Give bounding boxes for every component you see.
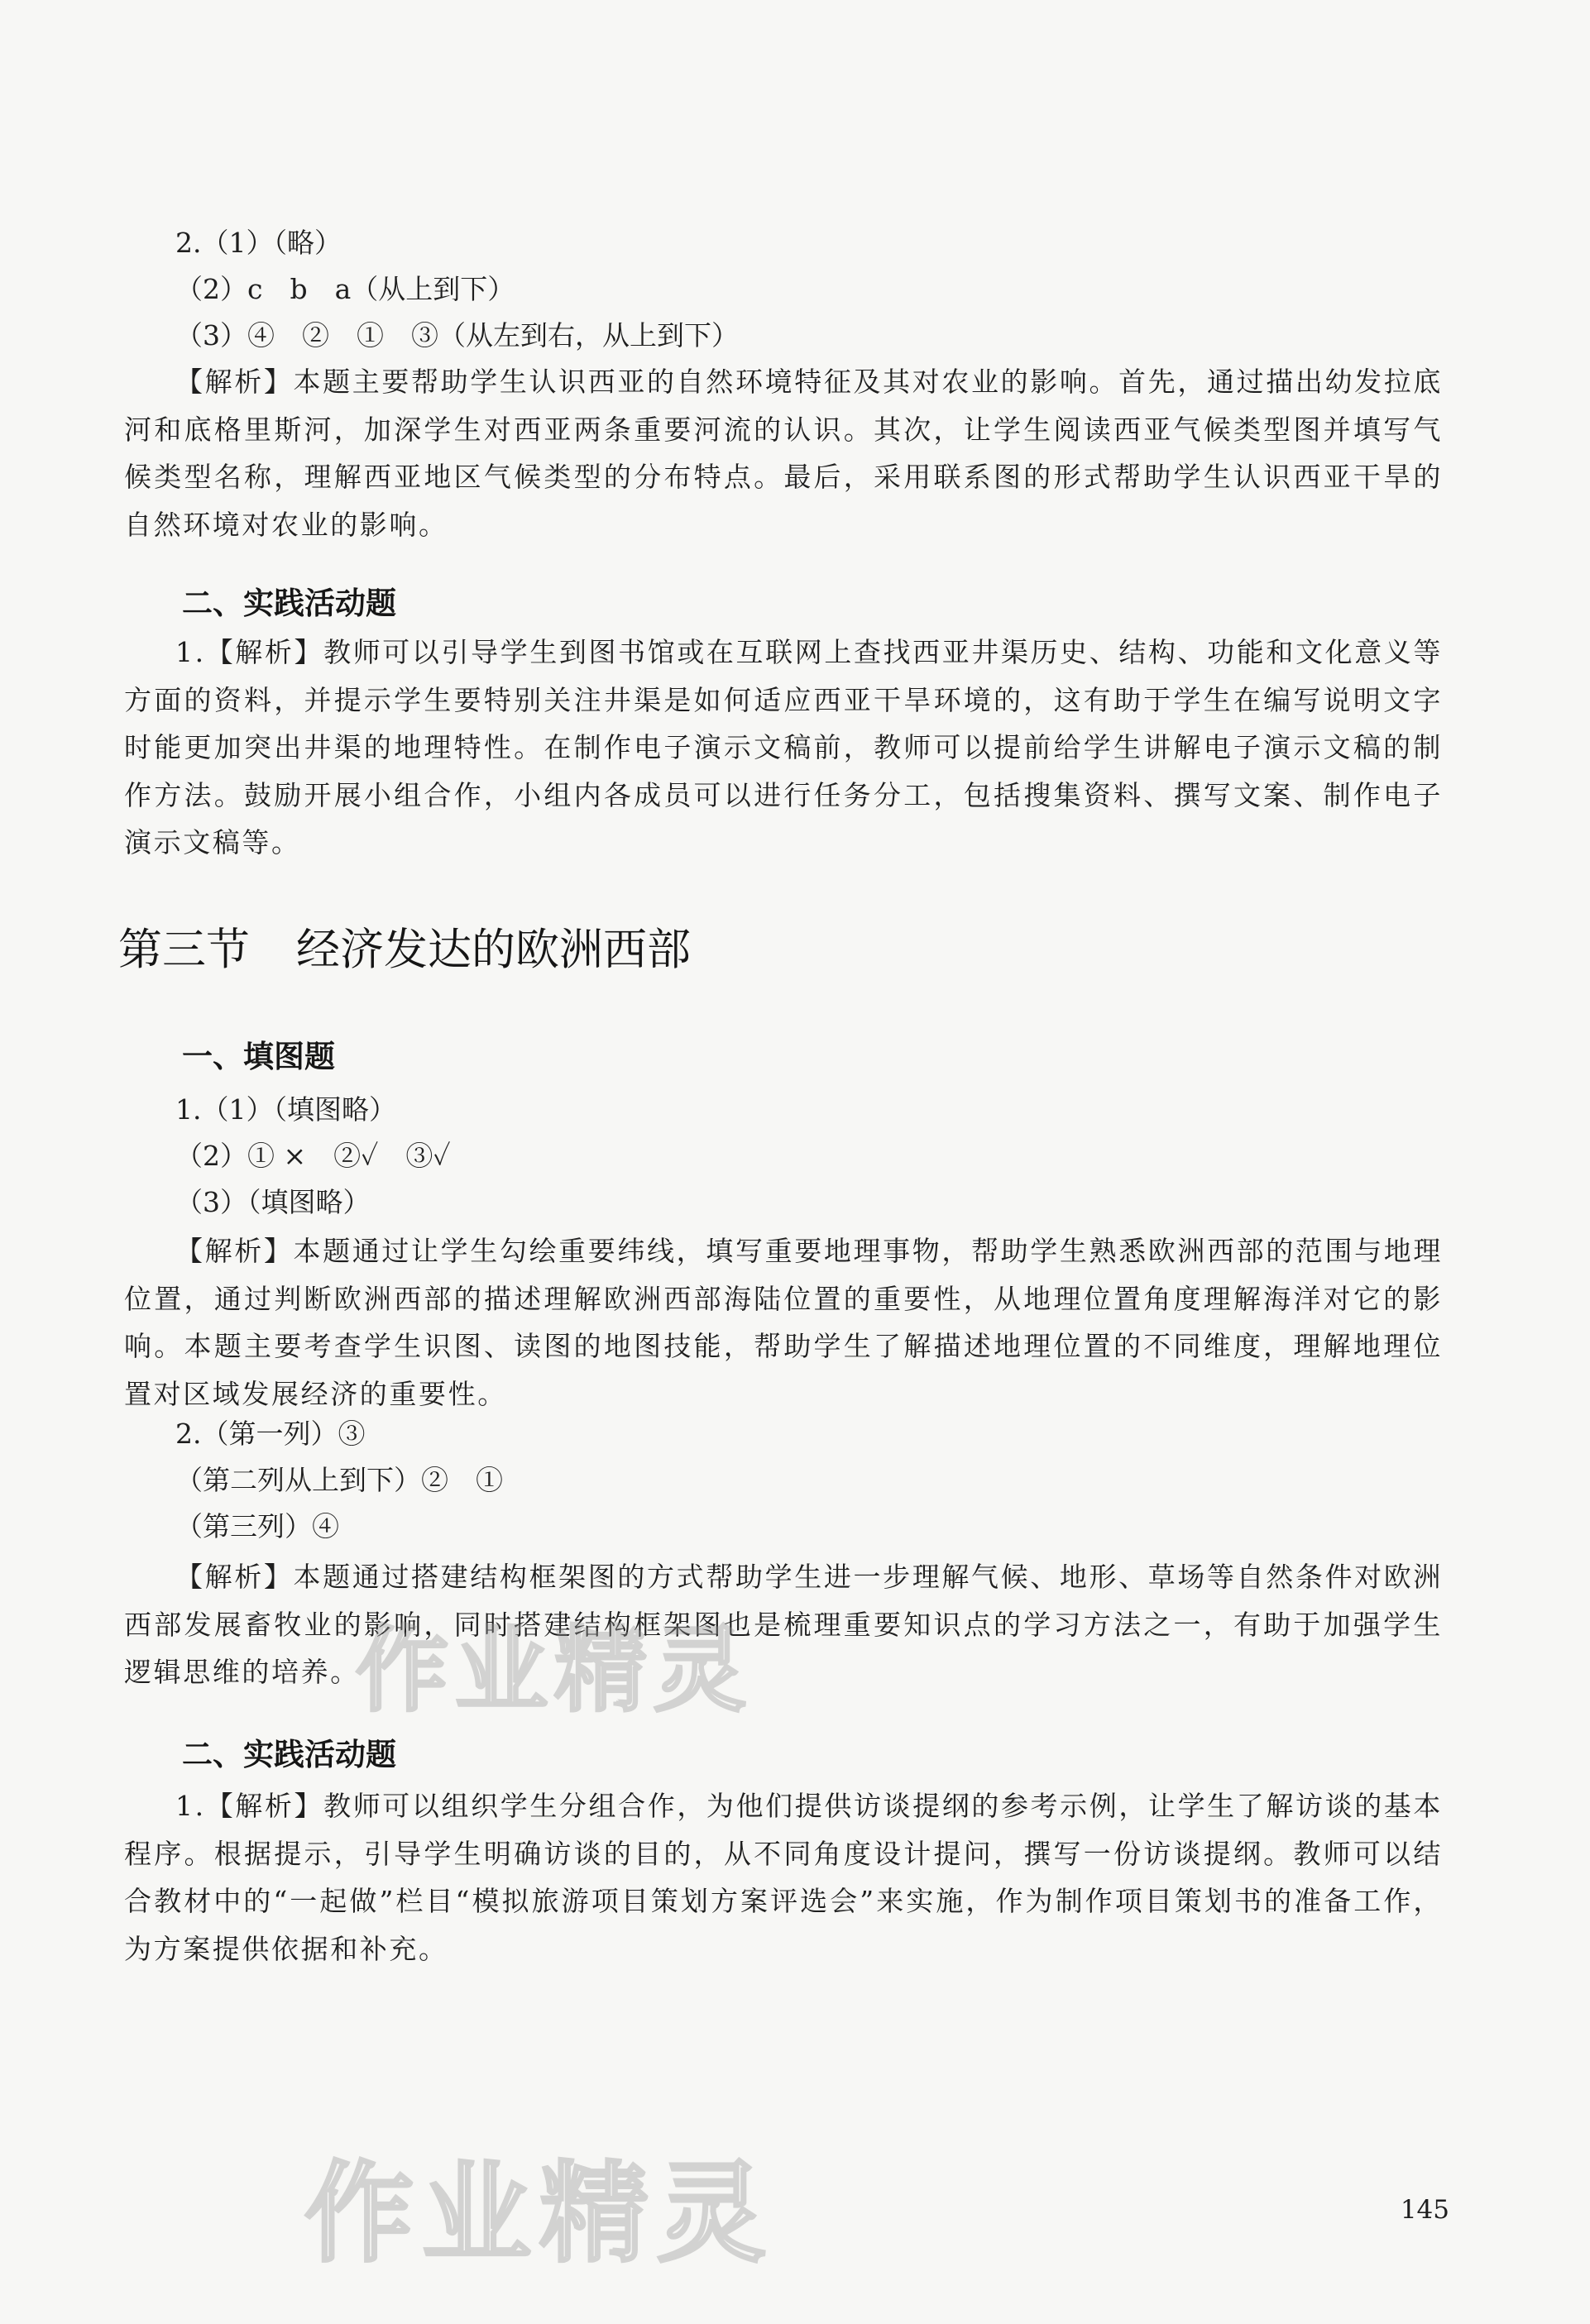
analysis-text: 本题通过让学生勾绘重要纬线，填写重要地理事物，帮助学生熟悉欧洲西部的范围与地理位置，通过判断欧洲西部的描述理解欧洲西部海陆位置的重要性，从地理位置角度理解海洋对它的影响。本题主要考查学生识图、读图的地图技能，帮助学生了解描述地理位置的不同维度，理解地理位置对区域发展经济的重要性。 <box>124 1235 1443 1410</box>
analysis-paragraph <box>124 1227 1443 1418</box>
analysis-paragraph <box>124 1553 1443 1696</box>
section-number: 第三节 <box>118 925 250 975</box>
answer-line: （第三列）④ <box>175 1510 339 1542</box>
section-heading <box>118 923 691 978</box>
subsection-heading: 一、填图题 <box>182 1039 335 1074</box>
section-title: 经济发达的欧洲西部 <box>296 925 691 975</box>
page-number: 145 <box>1400 2195 1449 2225</box>
answer-line: 2.（1）（略） <box>175 227 342 259</box>
practice-paragraph: 1.【解析】教师可以组织学生分组合作，为他们提供访谈提纲的参考示例，让学生了解访谈的基本程序。根据提示，引导学生明确访谈的目的，从不同角度设计提问，撰写一份访谈提纲。教师可以结合教材中的“一起做”栏目“模拟旅游项目策划方案评选会”来实施，作为制作项目策划书的准备工作，为方案提供依据和补充。 <box>124 1790 1443 1965</box>
watermark: 作业精灵 <box>304 2150 774 2278</box>
analysis-text: 本题主要帮助学生认识西亚的自然环境特征及其对农业的影响。首先，通过描出幼发拉底河和底格里斯河，加深学生对西亚两条重要河流的认识。其次，让学生阅读西亚气候类型图并填写气候类型名称，理解西亚地区气候类型的分布特点。最后，采用联系图的形式帮助学生认识西亚干旱的自然环境对农业的影响。 <box>124 366 1443 541</box>
answer-line: （3）④ ② ① ③（从左到右，从上到下） <box>175 319 739 351</box>
analysis-label: 【解析】 <box>175 1561 294 1593</box>
analysis-text: 本题通过搭建结构框架图的方式帮助学生进一步理解气候、地形、草场等自然条件对欧洲西部发展畜牧业的影响，同时搭建结构框架图也是梳理重要知识点的学习方法之一，有助于加强学生逻辑思维的培养。 <box>124 1561 1443 1688</box>
practice-paragraph: 1.【解析】教师可以引导学生到图书馆或在互联网上查找西亚井渠历史、结构、功能和文化意义等方面的资料，并提示学生要特别关注井渠是如何适应西亚干旱环境的，这有助于学生在编写说明文字时能更加突出井渠的地理特性。在制作电子演示文稿前，教师可以提前给学生讲解电子演示文稿的制作方法。鼓励开展小组合作，小组内各成员可以进行任务分工，包括搜集资料、撰写文案、制作电子演示文稿等。 <box>124 636 1443 858</box>
answer-line: 2.（第一列）③ <box>175 1418 366 1450</box>
analysis-paragraph <box>124 358 1443 548</box>
answer-line: 1.（1）（填图略） <box>175 1093 396 1126</box>
watermark: 作业精灵 <box>356 1617 753 1724</box>
answer-line: （第二列从上到下）② ① <box>175 1464 503 1496</box>
subsection-heading: 二、实践活动题 <box>182 1737 396 1772</box>
answer-line: （3）（填图略） <box>175 1186 371 1218</box>
subsection-heading: 二、实践活动题 <box>182 586 396 621</box>
answer-line: （2）① × ②✓ ③✓ <box>175 1140 451 1172</box>
answer-line: （2）c b a（从上到下） <box>175 273 515 305</box>
analysis-label: 【解析】 <box>175 1235 294 1267</box>
analysis-label: 【解析】 <box>175 366 294 398</box>
